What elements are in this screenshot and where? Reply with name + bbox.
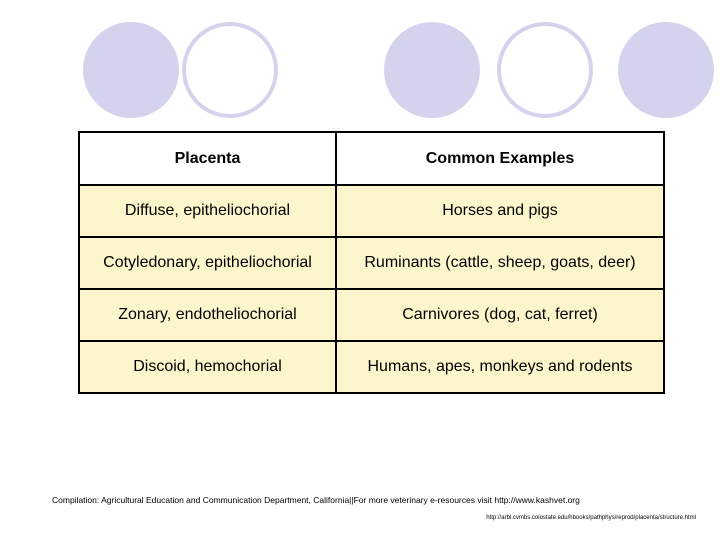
source-url: http://arbl.cvmbs.colostate.edu/hbooks/pathphys/reprod/placenta/structure.html xyxy=(486,515,696,521)
header-common-examples: Common Examples xyxy=(336,132,664,185)
table-row xyxy=(79,341,664,393)
examples-cell: Ruminants (cattle, sheep, goats, deer) xyxy=(336,237,664,289)
placenta-type-cell: Discoid, hemochorial xyxy=(79,341,336,393)
examples-cell: Carnivores (dog, cat, ferret) xyxy=(336,289,664,341)
placenta-type-cell: Zonary, endotheliochorial xyxy=(79,289,336,341)
placenta-type-cell: Diffuse, epitheliochorial xyxy=(79,185,336,237)
examples-cell: Humans, apes, monkeys and rodents xyxy=(336,341,664,393)
placenta-table xyxy=(78,131,665,394)
table-row xyxy=(79,185,664,237)
examples-cell: Horses and pigs xyxy=(336,185,664,237)
table-row xyxy=(79,289,664,341)
placenta-type-cell: Cotyledonary, epitheliochorial xyxy=(79,237,336,289)
header-placenta: Placenta xyxy=(79,132,336,185)
decorative-circle xyxy=(384,22,480,118)
decorative-circle xyxy=(83,22,179,118)
decorative-circle xyxy=(497,22,593,118)
decorative-circle xyxy=(618,22,714,118)
compilation-footer: Compilation: Agricultural Education and Communication Department, California||For more veterinary e-resources visit http://www.kashvet.org xyxy=(52,495,580,505)
table-header-row xyxy=(79,132,664,185)
decorative-circle xyxy=(182,22,278,118)
table-row xyxy=(79,237,664,289)
